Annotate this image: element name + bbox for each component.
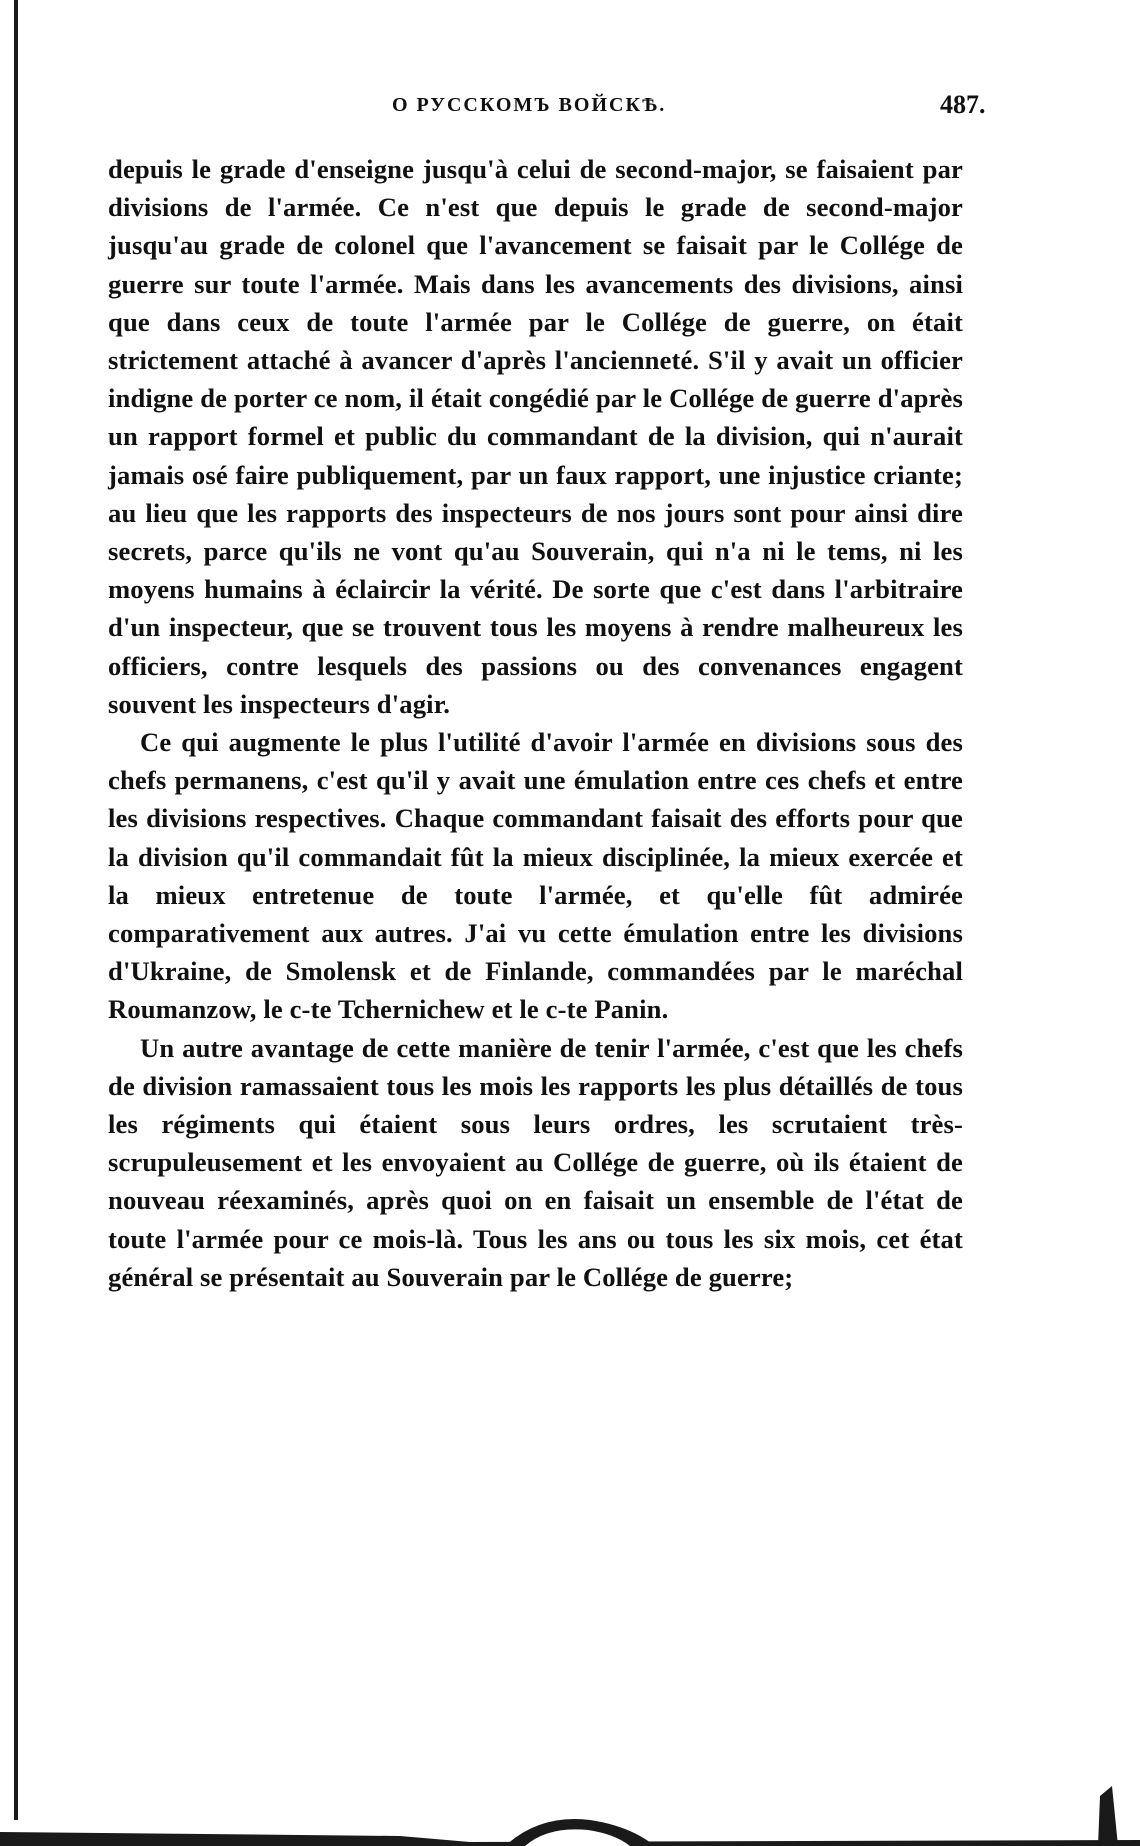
running-header xyxy=(0,90,1140,130)
page-number: 487. xyxy=(940,90,986,119)
page-left-edge-shadow xyxy=(14,0,18,1820)
page-bottom-edge-shadow xyxy=(0,1786,1140,1846)
running-head-title: О РУССКОМЪ ВОЙСКѢ. xyxy=(392,94,667,116)
paragraph-reports: Un autre avantage de cette manière de tenir l'armée, c'est que les chefs de division ramassaient tous les mois les rapports les plus détaillés de tous les régiments qui étaient sous leurs ordres, les scrutaient très-scrupuleusement et les envoyaient au Collége de guerre, où ils étaient de nouveau réexaminés, après quoi on en faisait un ensemble de l'état de toute l'armée pour ce mois-là. Tous les ans ou tous les six mois, cet état général se présentait au Souverain par le Collége de guerre; xyxy=(108,1032,963,1292)
paragraph-emulation: Ce qui augmente le plus l'utilité d'avoir l'armée en divisions sous des chefs permanens, c'est qu'il y avait une émulation entre ces chefs et entre les divisions respectives. Chaque commandant faisait des efforts pour que la division qu'il commandait fût la mieux disciplinée, la mieux exercée et la mieux entretenue de toute l'armée, et qu'elle fût admirée comparativement aux autres. J'ai vu cette émulation entre les divisions d'Ukraine, de Smolensk et de Finlande, commandées par le maréchal Roumanzow, le c-te Tchernichew et le c-te Panin. xyxy=(108,727,963,1025)
body-text xyxy=(108,150,963,1296)
paragraph-continuation: depuis le grade d'enseigne jusqu'à celui de second-major, se faisaient par divisions de l'armée. Ce n'est que depuis le grade de second-major jusqu'au grade de colonel que l'avancement se faisait par le Collége de guerre sur toute l'armée. Mais dans les avancements des divisions, ainsi que dans ceux de toute l'armée par le Collége de guerre, on était strictement attaché à avancer d'après l'ancienneté. S'il y avait un officier indigne de porter ce nom, il était congédié par le Collége de guerre d'après un rapport formel et public du commandant de la division, qui n'aurait jamais osé faire publiquement, par un faux rapport, une injustice criante; au lieu que les rapports des inspecteurs de nos jours sont pour ainsi dire secrets, parce qu'ils ne vont qu'au Souverain, qui n'a ni le tems, ni les moyens humains à éclaircir la vérité. De sorte que c'est dans l'arbitraire d'un inspecteur, que se trouvent tous les moyens à rendre malheureux les officiers, contre lesquels des passions ou des convenances engagent souvent les inspecteurs d'agir. xyxy=(108,154,963,719)
